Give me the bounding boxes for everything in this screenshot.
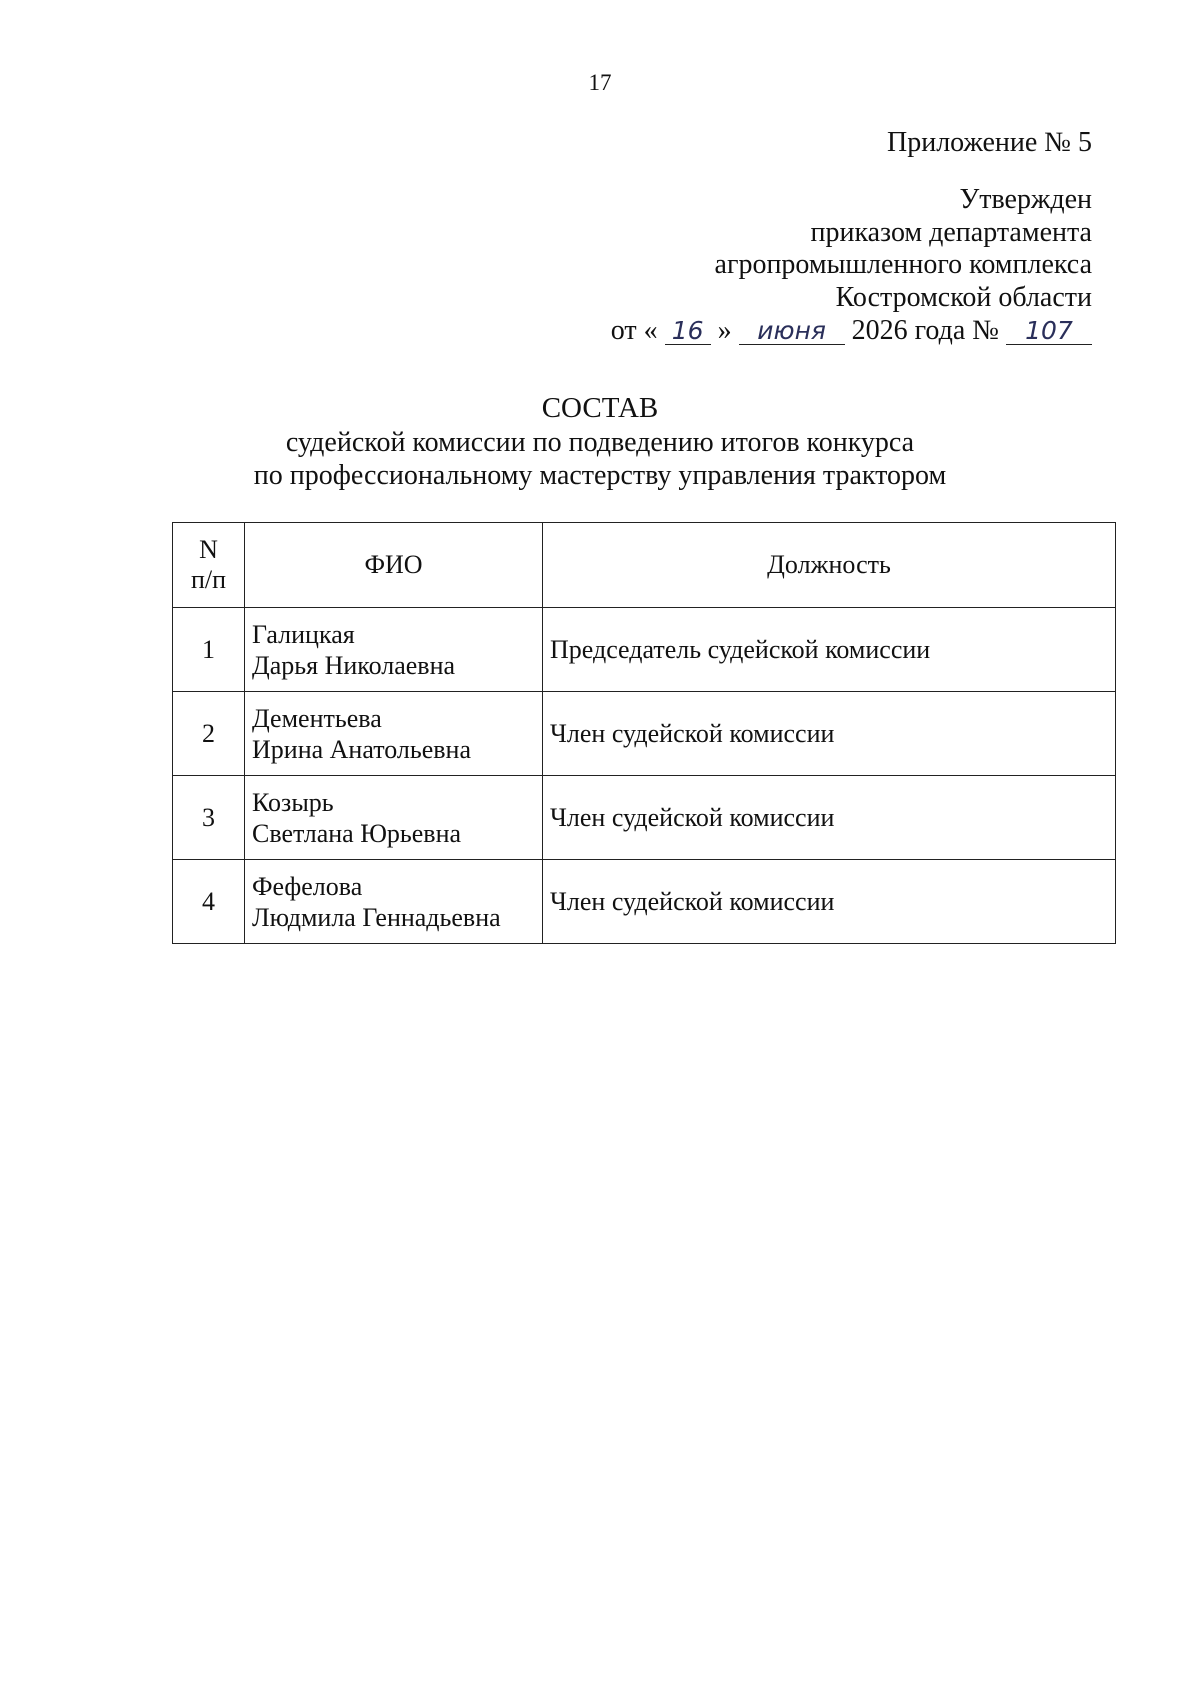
- row-fio: [245, 608, 543, 692]
- row-surname: Дементьева: [252, 703, 382, 733]
- table-row: [173, 776, 1116, 860]
- header-number-n: N: [199, 535, 218, 564]
- approval-block: [611, 184, 1092, 348]
- document-title: [0, 390, 1200, 492]
- appendix-label: Приложение № 5: [887, 127, 1092, 158]
- row-number: 3: [173, 776, 245, 860]
- row-position: Член судейской комиссии: [543, 776, 1116, 860]
- row-position: Председатель судейской комиссии: [543, 608, 1116, 692]
- table-header-row: [173, 523, 1116, 608]
- members-table: [172, 522, 1116, 944]
- table-row: [173, 692, 1116, 776]
- approval-line-order: приказом департамента: [810, 216, 1092, 248]
- header-number: [173, 523, 245, 608]
- table-row: [173, 608, 1116, 692]
- row-number: 4: [173, 860, 245, 944]
- row-position: Член судейской комиссии: [543, 860, 1116, 944]
- title-line-1: судейской комиссии по подведению итогов конкурса: [285, 427, 915, 458]
- approval-date-line: [611, 315, 1092, 348]
- row-position: Член судейской комиссии: [543, 692, 1116, 776]
- table-row: [173, 860, 1116, 944]
- approval-line-approved: Утвержден: [959, 184, 1092, 215]
- header-fio: ФИО: [245, 523, 543, 608]
- handwritten-order-number: 107: [1006, 318, 1092, 345]
- date-mid: »: [717, 315, 732, 346]
- row-given-name: Светлана Юрьевна: [252, 818, 462, 848]
- row-given-name: Дарья Николаевна: [252, 650, 456, 680]
- row-given-name: Людмила Геннадьевна: [252, 902, 501, 932]
- approval-line-department: агропромышленного комплекса: [714, 249, 1092, 280]
- date-prefix: от «: [610, 315, 658, 346]
- row-fio: [245, 860, 543, 944]
- handwritten-day: 16: [665, 318, 711, 345]
- row-fio: [245, 692, 543, 776]
- row-surname: Козырь: [252, 787, 334, 817]
- handwritten-month: июня: [739, 318, 845, 345]
- row-number: 1: [173, 608, 245, 692]
- row-fio: [245, 776, 543, 860]
- row-surname: Фефелова: [252, 871, 363, 901]
- row-given-name: Ирина Анатольевна: [252, 734, 471, 764]
- page-number: 17: [588, 70, 612, 95]
- title-line-2: по профессиональному мастерству управления трактором: [253, 460, 947, 491]
- title-heading: СОСТАВ: [541, 392, 659, 424]
- header-position: Должность: [543, 523, 1116, 608]
- year-text: 2026 года №: [851, 315, 999, 346]
- row-surname: Галицкая: [252, 619, 355, 649]
- header-number-pp: п/п: [190, 565, 227, 594]
- approval-line-region: Костромской области: [835, 281, 1092, 313]
- row-number: 2: [173, 692, 245, 776]
